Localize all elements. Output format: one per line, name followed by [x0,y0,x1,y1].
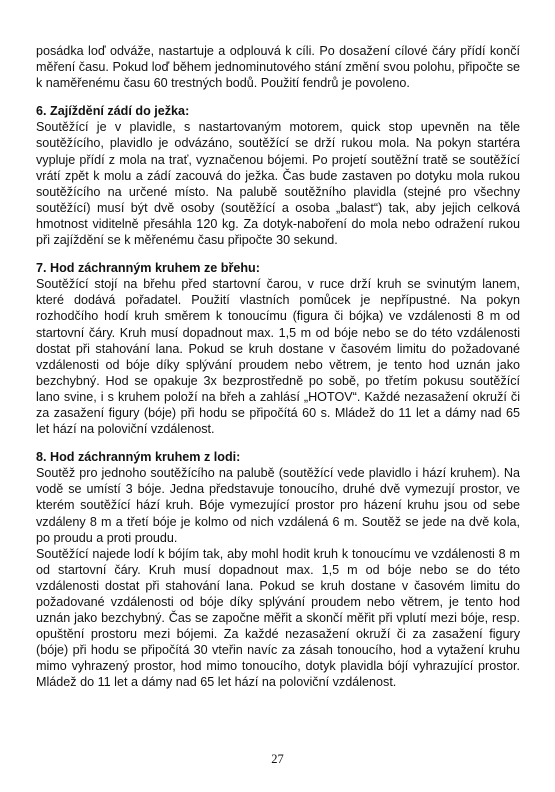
section-6 [36,103,520,248]
intro-paragraph: posádka loď odváže, nastartuje a odplouvá k cíli. Po dosažení cílové čáry přídí končí měření času. Pokud loď během jednominutového stání změní svou polohu, připočte se k naměřenému času 60 trestných bodů. Použití fendrů je povoleno. [36,44,520,91]
section-paragraph: Soutěžící najede lodí k bójím tak, aby mohl hodit kruh k tonoucímu ve vzdálenosti 8 m od startovní čáry. Kruh musí dopadnout max. 1,5 m od bóje nebo se do této vzdálenosti dostat při stahování lana. Pokud se kruh dostane v časovém limitu do požadované vzdálenosti od bóje díky splývání proudem nebo větrem, je tento hod uznán jako bezchybný. Čas se započne měřit a skončí měřit při vplutí mezi bóje, resp. opuštění prostoru mezi bójemi. Za každé nezasažení okruží či za zasažení figury (bóje) při hodu se připočítá 30 vteřin navíc za zásah tonoucího, hod a vytažení kruhu mimo vyhrazený prostor, hod mimo tonoucího, dotyk plavidla bójí vyhrazující prostor. Mládež do 11 let a dámy nad 65 let hází na poloviční vzdálenost. [36,546,520,690]
section-heading: 7. Hod záchranným kruhem ze břehu: [36,261,260,276]
section-paragraph: Soutěžící stojí na břehu před startovní čarou, v ruce drží kruh se svinutým lanem, které dodává pořadatel. Použití vlastních pomůcek je nepřípustné. Na pokyn rozhodčího hodí kruh směrem k tonoucímu (figura či bójka) ve vzdálenosti 8 m od startovní čáry. Kruh musí dopadnout max. 1,5 m od bóje nebo se do této vzdálenosti dostat při stahování lana. Pokud se kruh dostane v časovém limitu do požadované vzdálenosti od bóje díky splývání proudem nebo větrem, je tento hod uznán jako bezchybný. Hod se opakuje 3x bezprostředně po sobě, po třetím pokusu soutěžící lano svine, i s kruhem položí na břeh a zahlásí „HOTOV“. Každé nezasažení okruží či za zasažení figury (bóje) při hodu se připočítá 60 s. Mládež do 11 let a dámy nad 65 let hází na poloviční vzdálenost. [36,277,520,437]
page-number: 27 [271,752,284,766]
section-8 [36,449,520,690]
section-heading: 6. Zajíždění zádí do ježka: [36,104,190,119]
section-7 [36,260,520,437]
page-content [36,43,520,691]
section-heading: 8. Hod záchranným kruhem z lodi: [36,450,241,465]
section-paragraph: Soutěž pro jednoho soutěžícího na palubě (soutěžící vede plavidlo i hází kruhem). Na vodě se umístí 3 bóje. Jedna představuje tonoucího, druhé dvě vymezují prostor, ve kterém soutěžící hází kruh. Bóje vymezující prostor pro házení kruhu jsou od sebe vzdáleny 8 m a třetí bóje je kolmo od nich vzdálená 6 m. Soutěž se jede na dvě kola, po proudu a proti proudu. [36,466,520,545]
section-paragraph: Soutěžící je v plavidle, s nastartovaným motorem, quick stop upevněn na těle soutěžícího, plavidlo je odvázáno, soutěžící se drží rukou mola. Na pokyn startéra vypluje přídí z mola na trať, vyznačenou bójemi. Po projetí soutěžní tratě se soutěžící vrátí zpět k molu a zádí zacouvá do ježka. Čas bude zastaven po dotyku mola rukou soutěžícího na určené místo. Na palubě soutěžního plavidla (stejné pro všechny soutěžící) musí být dvě osoby (soutěžící a osoba „balast“) tak, aby jejich celková hmotnost viditelně přesáhla 120 kg. Za dotyk-naboření do mola nebo odražení rukou při zajíždění se k měřenému času připočte 30 sekund. [36,120,520,248]
